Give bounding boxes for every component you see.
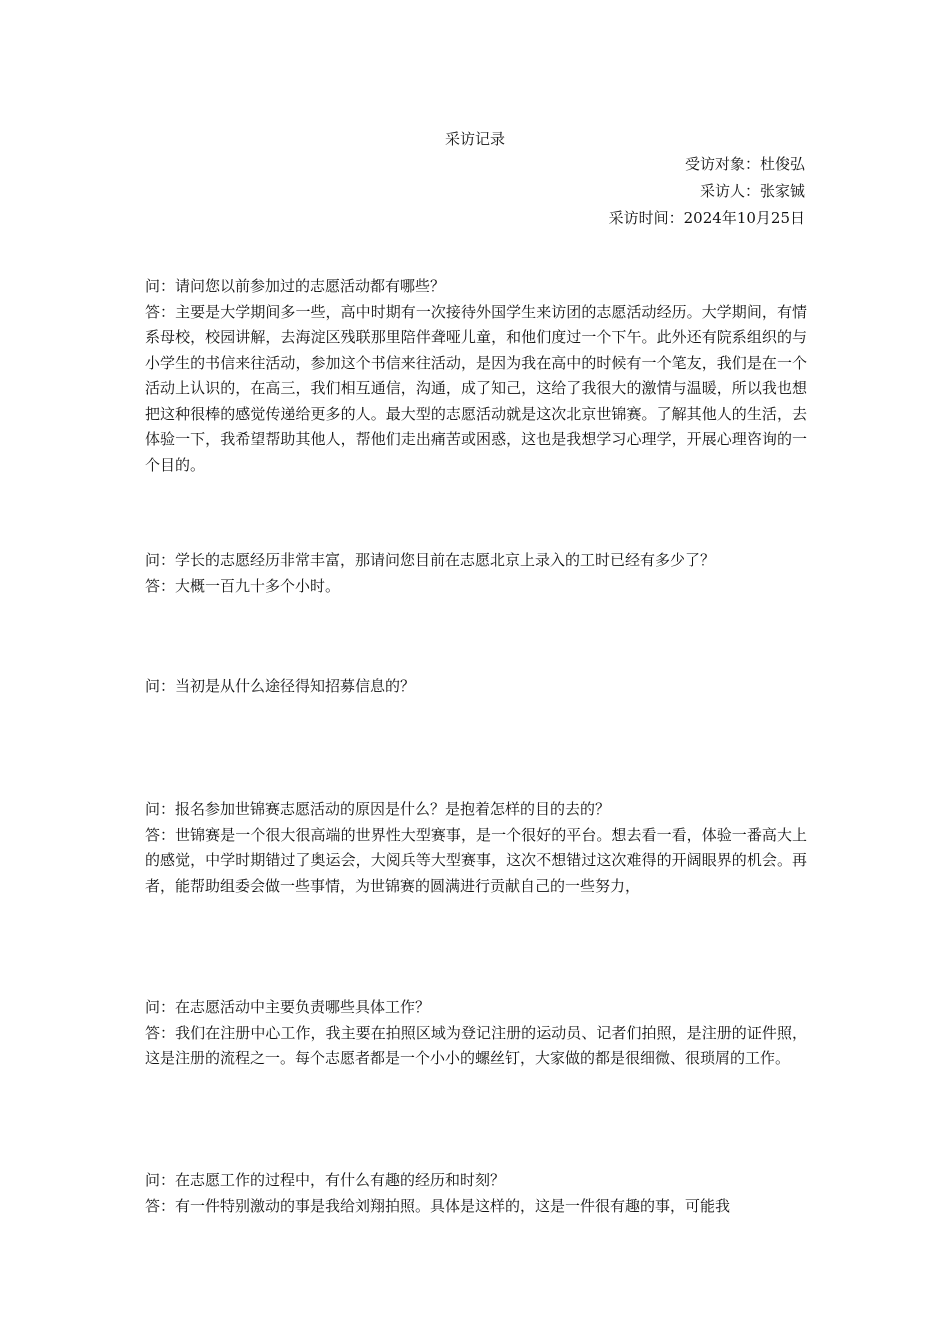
qa-block-3 (145, 674, 807, 700)
answer-text: 答：世锦赛是一个很大很高端的世界性大型赛事，是一个很好的平台。想去看一看，体验一番高大上的感觉，中学时期错过了奥运会，大阅兵等大型赛事，这次不想错过这次难得的开阔眼界的机会。再者，能帮助组委会做一些事情，为世锦赛的圆满进行贡献自己的一些努力， (145, 825, 807, 895)
qa-block-4 (145, 797, 807, 899)
answer-text: 答：大概一百九十多个小时。 (145, 576, 341, 595)
answer-text: 答：有一件特别激动的事是我给刘翔拍照。具体是这样的，这是一件很有趣的事，可能我 (145, 1196, 731, 1215)
interviewee-line: 受访对象：杜俊弘 (684, 155, 805, 173)
interviewer-line: 采访人：张家铖 (699, 182, 805, 200)
qa-block-5 (145, 995, 807, 1072)
page-title: 采访记录 (444, 130, 505, 148)
question-text: 问：在志愿活动中主要负责哪些具体工作？ (145, 998, 431, 1016)
question-text: 问：当初是从什么途径得知招募信息的？ (145, 677, 416, 695)
question-text: 问：报名参加世锦赛志愿活动的原因是什么？是抱着怎样的目的去的？ (145, 800, 611, 818)
qa-block-1 (145, 274, 807, 478)
qa-block-2 (145, 548, 807, 599)
qa-block-6 (145, 1168, 807, 1219)
answer-text: 答：主要是大学期间多一些，高中时期有一次接待外国学生来访团的志愿活动经历。大学期间，有情系母校，校园讲解，去海淀区残联那里陪伴聋哑儿童，和他们度过一个下午。此外还有院系组织的与小学生的书信来往活动，参加这个书信来往活动，是因为我在高中的时候有一个笔友，我们是在一个活动上认识的，在高三，我们相互通信，沟通，成了知己，这给了我很大的激情与温暖，所以我也想把这种很棒的感觉传递给更多的人。最大型的志愿活动就是这次北京世锦赛。了解其他人的生活，去体验一下，我希望帮助其他人，帮他们走出痛苦或困惑，这也是我想学习心理学，开展心理咨询的一个目的。 (145, 302, 807, 474)
interview-date-line: 采访时间：2024年10月25日 (608, 209, 805, 227)
question-text: 问：请问您以前参加过的志愿活动都有哪些？ (145, 277, 446, 295)
interview-meta (609, 151, 805, 232)
question-text: 问：学长的志愿经历非常丰富，那请问您目前在志愿北京上录入的工时已经有多少了？ (145, 551, 716, 569)
question-text: 问：在志愿工作的过程中，有什么有趣的经历和时刻？ (145, 1171, 506, 1189)
answer-text: 答：我们在注册中心工作，我主要在拍照区域为登记注册的运动员、记者们拍照，是注册的证件照，这是注册的流程之一。每个志愿者都是一个小小的螺丝钉，大家做的都是很细微、很琐屑的工作。 (145, 1023, 807, 1067)
